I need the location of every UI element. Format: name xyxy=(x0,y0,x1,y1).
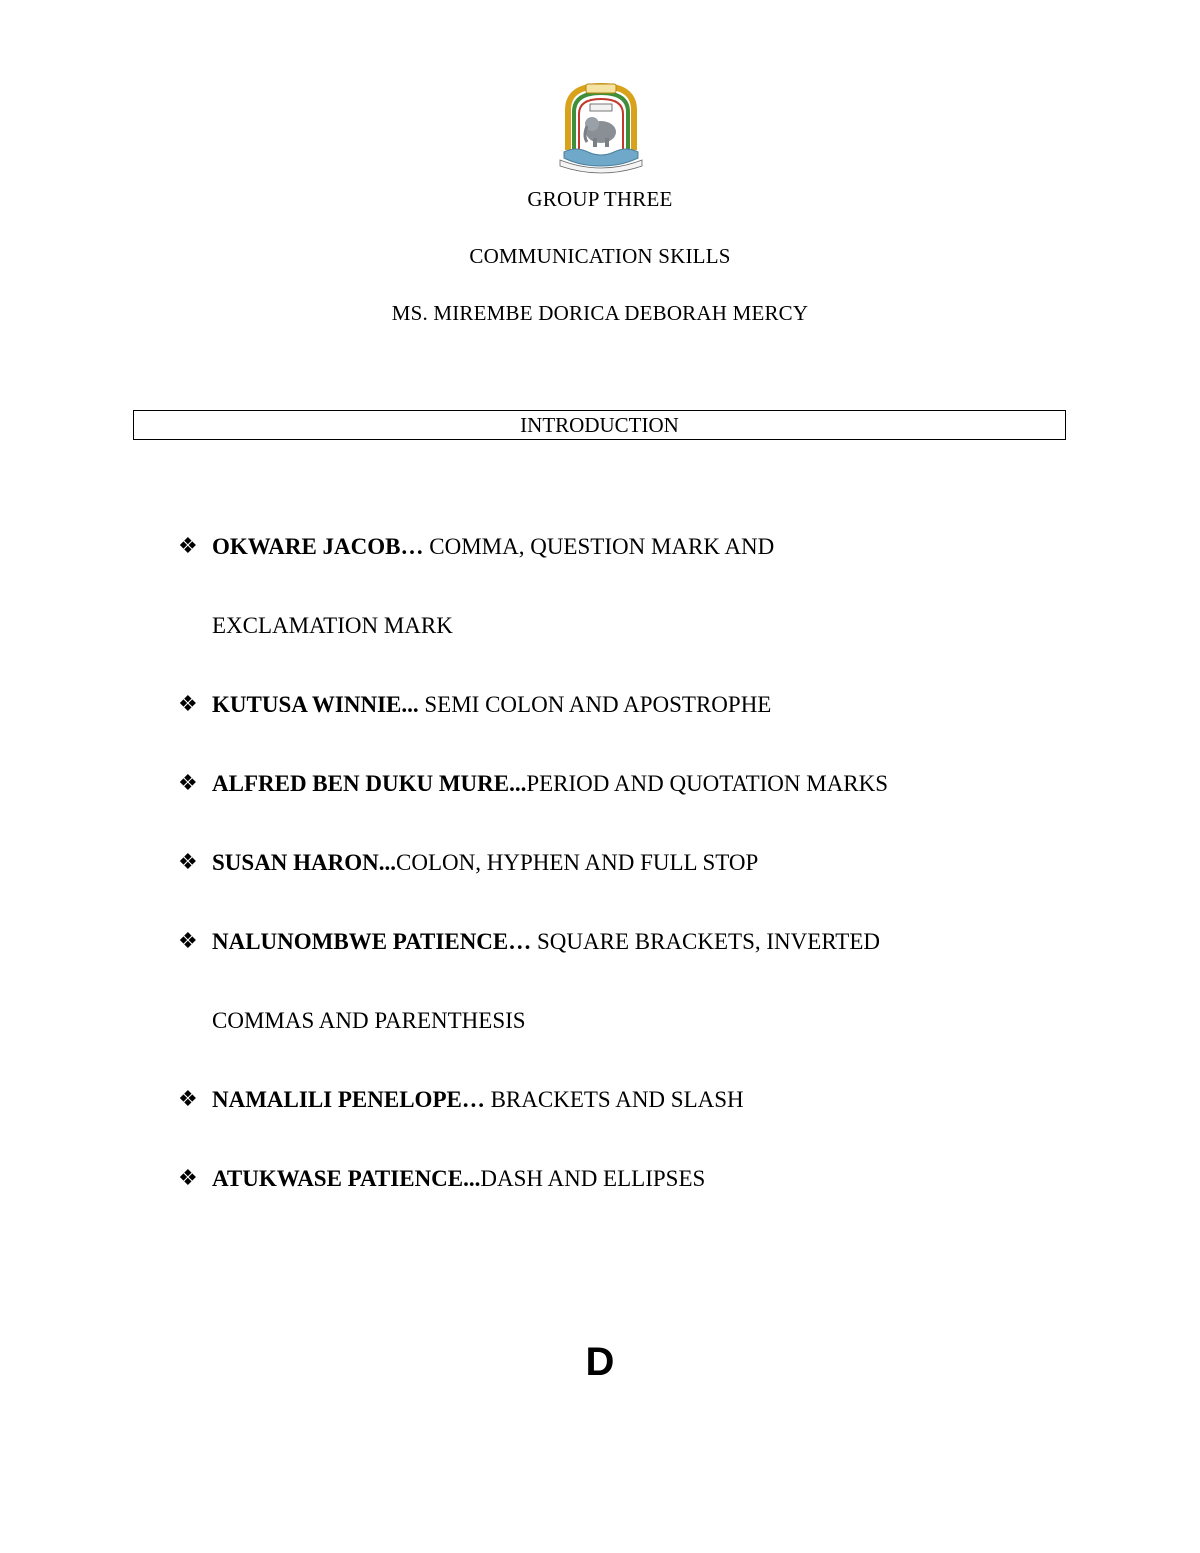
member-name: NAMALILI PENELOPE… xyxy=(212,1087,485,1112)
diamond-bullet-icon: ❖ xyxy=(178,534,198,559)
section-title-box xyxy=(133,410,1066,440)
diamond-bullet-icon: ❖ xyxy=(178,929,198,954)
member-topic: BRACKETS AND SLASH xyxy=(484,1087,744,1112)
footer-letter: D xyxy=(585,1340,615,1384)
member-name: ALFRED BEN DUKU MURE... xyxy=(212,771,527,796)
member-name: NALUNOMBWE PATIENCE… xyxy=(212,929,532,954)
member-topic: COLON, HYPHEN AND FULL STOP xyxy=(396,850,759,875)
member-name: SUSAN HARON... xyxy=(212,850,397,875)
section-title: INTRODUCTION xyxy=(520,413,679,437)
member-name: ATUKWASE PATIENCE... xyxy=(212,1166,481,1191)
member-topic: COMMA, QUESTION MARK AND xyxy=(423,534,775,559)
member-topic-continuation: COMMAS AND PARENTHESIS xyxy=(212,1008,526,1033)
diamond-bullet-icon: ❖ xyxy=(178,850,198,875)
lecturer-heading: MS. MIREMBE DORICA DEBORAH MERCY xyxy=(391,301,809,325)
member-topic: SEMI COLON AND APOSTROPHE xyxy=(418,692,772,717)
university-crest-icon xyxy=(556,80,646,176)
member-name: KUTUSA WINNIE... xyxy=(212,692,419,717)
member-topic: PERIOD AND QUOTATION MARKS xyxy=(526,771,889,796)
member-topic: DASH AND ELLIPSES xyxy=(480,1166,706,1191)
diamond-bullet-icon: ❖ xyxy=(178,1166,198,1191)
diamond-bullet-icon: ❖ xyxy=(178,1087,198,1112)
member-topic-continuation: EXCLAMATION MARK xyxy=(212,613,453,638)
diamond-bullet-icon: ❖ xyxy=(178,771,198,796)
course-heading: COMMUNICATION SKILLS xyxy=(469,244,731,268)
group-heading: GROUP THREE xyxy=(527,187,673,211)
diamond-bullet-icon: ❖ xyxy=(178,692,198,717)
member-topic: SQUARE BRACKETS, INVERTED xyxy=(531,929,880,954)
member-name: OKWARE JACOB… xyxy=(212,534,424,559)
